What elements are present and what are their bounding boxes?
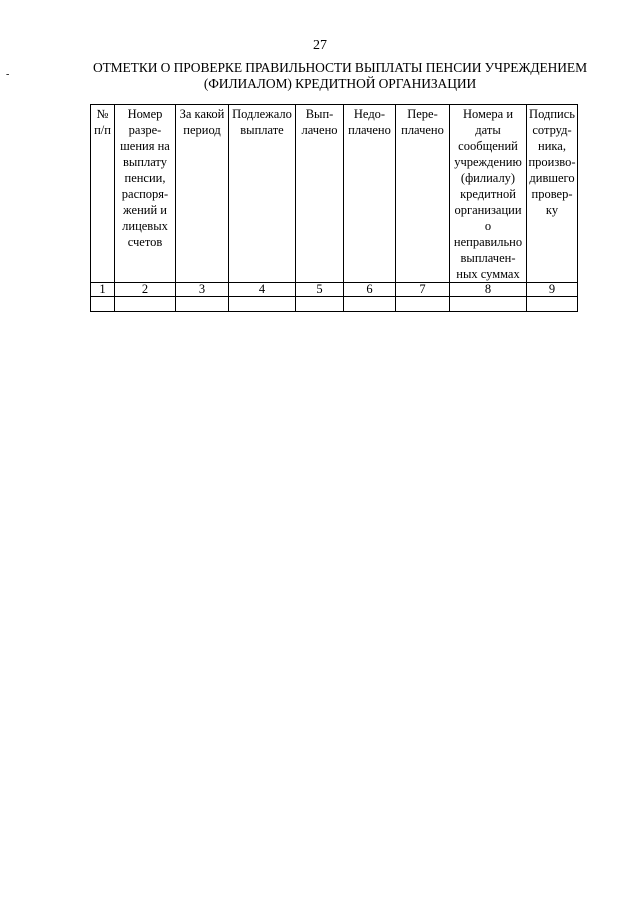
header-line: сотруд-	[532, 123, 572, 137]
header-overpaid	[396, 105, 450, 283]
header-line: лицевых	[122, 219, 168, 233]
header-line: учреждению	[454, 155, 522, 169]
header-line: дившего	[529, 171, 575, 185]
title-line-2: (ФИЛИАЛОМ) КРЕДИТНОЙ ОРГАНИЗАЦИИ	[203, 76, 477, 91]
header-line: п/п	[94, 123, 111, 137]
header-line: выплачен-	[460, 251, 516, 265]
header-underpaid	[344, 105, 396, 283]
header-paid	[296, 105, 344, 283]
header-line: распоря-	[121, 187, 169, 201]
header-line: даты	[475, 123, 501, 137]
page-number: 27	[313, 38, 327, 53]
side-mark: -	[6, 69, 10, 80]
header-line: Подлежало	[232, 107, 292, 121]
column-number: 1	[91, 283, 115, 297]
header-line: №	[96, 107, 109, 121]
header-line: кредитной	[460, 187, 516, 201]
header-line: плачено	[348, 123, 391, 137]
document-title	[90, 60, 590, 92]
header-line: лачено	[301, 123, 338, 137]
header-line: (филиалу)	[460, 171, 516, 185]
column-number: 8	[450, 283, 527, 297]
header-line: жений и	[123, 203, 167, 217]
title-line-1: ОТМЕТКИ О ПРОВЕРКЕ ПРАВИЛЬНОСТИ ВЫПЛАТЫ ПЕНСИИ УЧРЕЖДЕНИЕМ	[93, 60, 587, 75]
header-line: выплате	[240, 123, 284, 137]
header-period	[176, 105, 229, 283]
header-line: счетов	[127, 235, 163, 249]
column-number: 3	[176, 283, 229, 297]
header-line: разре-	[128, 123, 162, 137]
header-line: произво-	[528, 155, 576, 169]
column-number: 7	[396, 283, 450, 297]
header-line: провер-	[531, 187, 573, 201]
header-line: За какой	[179, 107, 225, 121]
header-line: шения на	[120, 139, 170, 153]
header-line: Вып-	[305, 107, 334, 121]
table-cell	[396, 297, 450, 312]
table-cell	[91, 297, 115, 312]
table-cell	[296, 297, 344, 312]
header-line: ника,	[538, 139, 566, 153]
header-line: неправильно	[453, 235, 523, 249]
header-line: Недо-	[353, 107, 386, 121]
header-line: плачено	[401, 123, 444, 137]
column-number: 5	[296, 283, 344, 297]
verification-table	[90, 104, 578, 312]
table-cell	[176, 297, 229, 312]
header-line: Подпись	[529, 107, 575, 121]
header-line: Пере-	[407, 107, 438, 121]
column-number: 4	[229, 283, 296, 297]
header-line: пенсии,	[124, 171, 166, 185]
header-signature	[527, 105, 578, 283]
header-line: выплату	[122, 155, 167, 169]
column-number: 6	[344, 283, 396, 297]
header-line: ку	[545, 203, 559, 217]
table-cell	[450, 297, 527, 312]
header-line: ных суммах	[456, 267, 520, 281]
header-permit-number	[115, 105, 176, 283]
header-line: сообщений	[458, 139, 518, 153]
column-number: 9	[527, 283, 578, 297]
table-row	[91, 297, 578, 312]
table-cell	[344, 297, 396, 312]
header-number	[91, 105, 115, 283]
header-line: Номера и	[462, 107, 514, 121]
header-line: организации	[454, 203, 522, 217]
column-number: 2	[115, 283, 176, 297]
table-cell	[115, 297, 176, 312]
table-cell	[229, 297, 296, 312]
header-line: Номер	[127, 107, 163, 121]
column-numbers-row	[91, 283, 578, 297]
header-line: о	[484, 219, 492, 233]
table-cell	[527, 297, 578, 312]
header-messages	[450, 105, 527, 283]
header-row	[91, 105, 578, 283]
header-line: период	[183, 123, 221, 137]
header-due	[229, 105, 296, 283]
